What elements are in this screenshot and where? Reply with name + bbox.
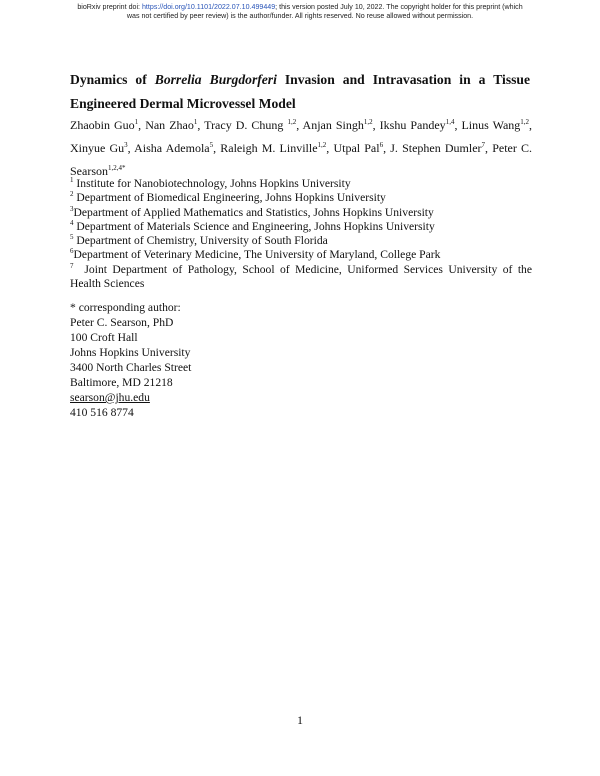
author: Tracy D. Chung $^{1,2}$, <box>204 118 300 132</box>
author-affil-sup: 5 <box>209 141 214 149</box>
author: J. Stephen Dumler$^7$, <box>390 141 489 155</box>
author: Nan Zhao$^1$, <box>145 118 201 132</box>
affiliation-text: Department of Chemistry, University of South Florida <box>76 234 328 248</box>
phone: 410 516 8774 <box>70 406 134 419</box>
title-part-1: Dynamics of <box>70 72 155 87</box>
author: Xinyue Gu$^3$, <box>70 141 131 155</box>
affiliation-item <box>70 220 532 234</box>
author-affil-sup: 1,4 <box>445 118 455 126</box>
affiliation-text: Department of Materials Science and Engineering, Johns Hopkins University <box>76 219 435 233</box>
author-affil-sup: 1,2 <box>287 118 297 126</box>
author-name: Xinyue Gu <box>70 141 125 155</box>
author-affil-sup: 1 <box>134 118 139 126</box>
affiliation-item <box>70 234 532 248</box>
author: Anjan Singh$^{1,2}$, <box>302 118 376 132</box>
header-line1-suffix: ; this version posted July 10, 2022. The copyright holder for this preprint (which <box>275 3 523 11</box>
page-number: 1 <box>297 713 303 727</box>
title-italic: Borrelia Burgdorferi <box>154 72 277 87</box>
author-affil-sup: 3 <box>124 141 128 149</box>
corresponding-author <box>70 300 191 420</box>
email-link[interactable]: searson@jhu.edu <box>70 391 150 404</box>
affiliation-item <box>70 248 532 262</box>
author-affil-sup: 1 <box>193 118 198 126</box>
author-affil-sup: 1,2 <box>520 118 530 126</box>
address-line: Baltimore, MD 21218 <box>70 376 173 389</box>
affiliation-num: 5 <box>70 233 74 242</box>
affiliation-item <box>70 191 532 205</box>
author-list <box>70 114 532 183</box>
email-row <box>70 390 191 405</box>
affiliation-text: Department of Applied Mathematics and Statistics, Johns Hopkins University <box>73 205 434 219</box>
author: Ikshu Pandey$^{1,4}$, <box>379 118 458 132</box>
author-name: Raleigh M. Linville <box>220 141 318 155</box>
author-affil-sup: 1,2 <box>363 118 373 126</box>
affiliation-text: Department of Veterinary Medicine, The University of Maryland, College Park <box>73 248 441 262</box>
address-line: Johns Hopkins University <box>70 346 191 359</box>
affiliation-num: 1 <box>70 176 74 184</box>
author: Utpal Pal$^6$, <box>333 141 387 155</box>
author-name: Anjan Singh <box>302 118 364 132</box>
affiliation-num: 2 <box>70 190 74 199</box>
author-name: Aisha Ademola <box>134 141 210 155</box>
paper-title <box>70 68 530 116</box>
address-line: 3400 North Charles Street <box>70 361 192 374</box>
preprint-header <box>0 3 600 21</box>
affiliation-num: 4 <box>70 218 74 227</box>
affiliation-num: 7 <box>70 261 74 270</box>
affiliation-item-cont: Health Sciences <box>70 277 145 291</box>
affiliation-text: Joint Department of Pathology, School of Medicine, Uniformed Services University of the <box>84 262 533 276</box>
author-last-first-part: Peter C. <box>492 141 533 155</box>
author-name: Tracy D. Chung <box>204 118 284 132</box>
author-affil-sup: 1,2 <box>317 141 327 149</box>
author-affil-sup: 1,2,4* <box>108 164 126 172</box>
author-name: J. Stephen Dumler <box>390 141 482 155</box>
author-name: Linus Wang <box>461 118 521 132</box>
author-affil-sup: 7 <box>481 141 486 149</box>
title-line-2: Engineered Dermal Microvessel Model <box>70 96 296 111</box>
author-line-2 <box>70 137 532 160</box>
author-name: Ikshu Pandey <box>379 118 446 132</box>
corresponding-label: * corresponding author: <box>70 301 181 314</box>
doi-link[interactable]: https://doi.org/10.1101/2022.07.10.499449 <box>141 3 276 11</box>
title-part-2: Invasion and Intravasation in a Tissue <box>276 72 530 87</box>
affiliation-item <box>70 263 532 277</box>
author: Raleigh M. Linville$^{1,2}$, <box>220 141 330 155</box>
author-name: Utpal Pal <box>333 141 380 155</box>
affiliation-text: Institute for Nanobiotechnology, Johns Hopkins University <box>76 177 351 190</box>
author-last-surname: Searson <box>70 164 108 178</box>
author: Linus Wang$^{1,2}$, <box>461 118 533 132</box>
author <box>70 164 126 178</box>
affiliation-num: 6 <box>70 247 74 256</box>
title-line-1 <box>70 68 530 92</box>
affiliation-num: 3 <box>70 204 74 213</box>
author: Zhaobin Guo$^1$, <box>70 118 142 132</box>
address-line: 100 Croft Hall <box>70 331 138 344</box>
affiliation-list <box>70 177 532 291</box>
affiliation-item <box>70 206 532 220</box>
author-affil-sup: 6 <box>379 141 384 149</box>
header-line-1 <box>0 3 600 12</box>
affiliation-item <box>70 177 532 191</box>
header-prefix: bioRxiv preprint doi: <box>77 3 142 11</box>
author: Aisha Ademola$^5$, <box>134 141 217 155</box>
header-line-2: was not certified by peer review) is the author/funder. All rights reserved. No reuse allowed without permission. <box>126 12 474 20</box>
affiliation-text: Department of Biomedical Engineering, Johns Hopkins University <box>76 191 386 205</box>
corresponding-name: Peter C. Searson, PhD <box>70 316 174 329</box>
author-name: Zhaobin Guo <box>70 118 135 132</box>
author-line-1 <box>70 114 532 137</box>
author-name: Nan Zhao <box>145 118 194 132</box>
